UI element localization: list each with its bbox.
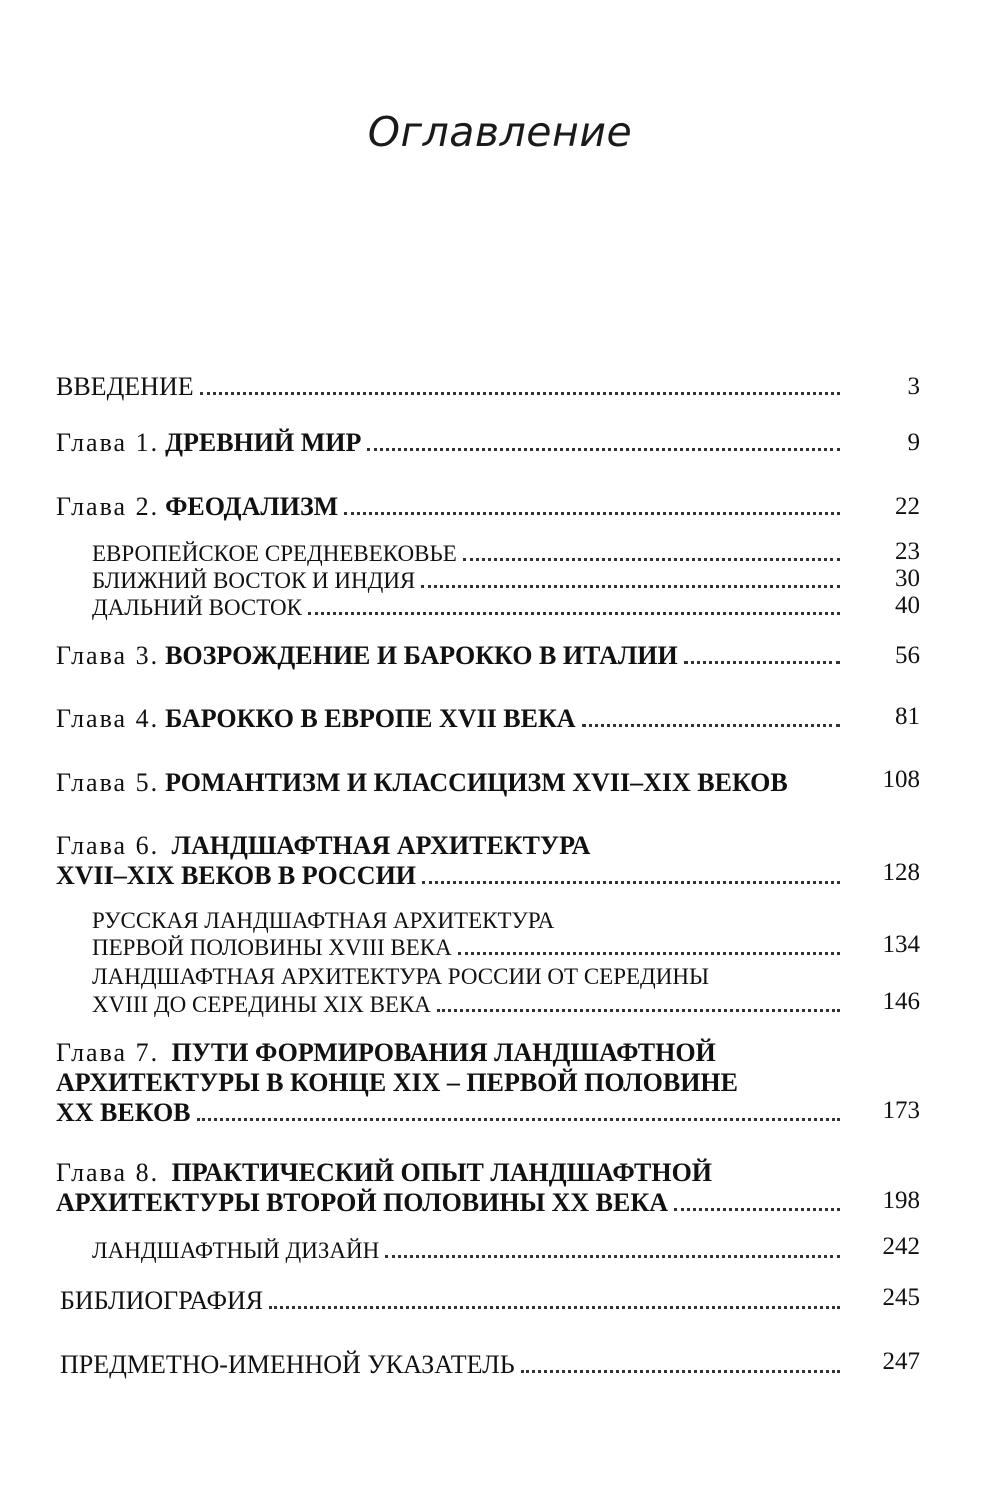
toc-page-number: 81	[895, 703, 920, 730]
toc-label: XVII–XIX ВЕКОВ В РОССИИ	[56, 861, 417, 890]
toc-label: ПЕРВОЙ ПОЛОВИНЫ XVIII ВЕКА	[92, 935, 452, 960]
toc-label: ЛАНДШАФТНЫЙ ДИЗАЙН	[92, 1238, 380, 1263]
toc-label: ФЕОДАЛИЗМ	[165, 492, 339, 521]
toc-entry-section[interactable]	[92, 593, 840, 623]
toc-entry-bibliography[interactable]	[60, 1286, 840, 1316]
toc-entry-index[interactable]	[60, 1350, 840, 1380]
toc-page-number: 245	[882, 1284, 920, 1311]
toc-entry-chapter-2[interactable]	[56, 492, 840, 522]
chapter-prefix: Глава 3.	[56, 641, 160, 670]
toc-entry-section[interactable]	[92, 1236, 840, 1266]
toc-entry-chapter-8-line-2[interactable]	[56, 1188, 840, 1218]
dot-leader	[421, 585, 840, 588]
toc-entry-chapter-8-line-1[interactable]	[56, 1158, 712, 1188]
chapter-prefix: Глава 4.	[56, 704, 160, 733]
toc-page-number: 134	[882, 931, 920, 958]
toc-label: XVIII ДО СЕРЕДИНЫ XIX ВЕКА	[92, 992, 431, 1017]
toc-label: ЛАНДШАФТНАЯ АРХИТЕКТУРА	[171, 831, 591, 860]
toc-entry-section-line-2[interactable]	[92, 933, 840, 963]
chapter-prefix: Глава 5.	[56, 768, 160, 797]
toc-page-number: 30	[895, 565, 920, 592]
toc-entry-chapter-4[interactable]	[56, 704, 840, 734]
dot-leader	[269, 1306, 840, 1309]
page-title: Оглавление	[367, 108, 633, 156]
toc-entry-section-line-1[interactable]	[92, 962, 709, 992]
dot-leader	[367, 448, 840, 451]
toc-entry-chapter-7-line-3[interactable]	[56, 1098, 840, 1128]
toc-page-number: 22	[895, 493, 920, 520]
dot-leader	[582, 724, 840, 727]
chapter-prefix: Глава 1.	[56, 428, 160, 457]
toc-page-number: 108	[882, 766, 920, 793]
dot-leader	[674, 1208, 840, 1211]
dot-leader	[385, 1255, 840, 1258]
dot-leader	[422, 881, 840, 884]
toc-entry-chapter-5[interactable]	[56, 768, 856, 798]
toc-page-number: 40	[895, 592, 920, 619]
toc-entry-section[interactable]	[92, 566, 840, 596]
dot-leader	[197, 1118, 840, 1121]
toc-page-number: 23	[895, 538, 920, 565]
dot-leader	[458, 952, 840, 955]
dot-leader	[308, 612, 840, 615]
toc-entry-chapter-7-line-2[interactable]	[56, 1068, 738, 1098]
toc-label: РУССКАЯ ЛАНДШАФТНАЯ АРХИТЕКТУРА	[92, 908, 555, 933]
toc-entry-section-line-1[interactable]	[92, 906, 554, 936]
toc-label: ПУТИ ФОРМИРОВАНИЯ ЛАНДШАФТНОЙ	[171, 1038, 716, 1067]
toc-entry-chapter-7-line-1[interactable]	[56, 1038, 716, 1068]
toc-entry-chapter-3[interactable]	[56, 641, 840, 671]
toc-label: БЛИЖНИЙ ВОСТОК И ИНДИЯ	[92, 568, 416, 593]
dot-leader	[521, 1370, 840, 1373]
toc-entry-section-line-2[interactable]	[92, 990, 840, 1020]
toc-label: АРХИТЕКТУРЫ В КОНЦЕ XIX – ПЕРВОЙ ПОЛОВИНЕ	[56, 1068, 738, 1097]
toc-label: ЛАНДШАФТНАЯ АРХИТЕКТУРА РОССИИ ОТ СЕРЕДИНЫ	[92, 964, 710, 989]
dot-leader	[200, 392, 840, 395]
toc-page-number: 173	[882, 1097, 920, 1124]
toc-entry-chapter-6-line-2[interactable]	[56, 861, 840, 891]
toc-entry-chapter-6-line-1[interactable]	[56, 831, 590, 861]
toc-entry-chapter-1[interactable]	[56, 428, 840, 458]
toc-label: БАРОККО В ЕВРОПЕ XVII ВЕКА	[165, 704, 576, 733]
toc-page-number: 242	[882, 1233, 920, 1260]
toc-label: ВВЕДЕНИЕ	[56, 372, 194, 401]
dot-leader	[463, 558, 840, 561]
toc-label: ДАЛЬНИЙ ВОСТОК	[92, 595, 302, 620]
toc-page-number: 146	[882, 988, 920, 1015]
dot-leader	[437, 1009, 840, 1012]
toc-entry-section[interactable]	[92, 539, 840, 569]
toc-label: РОМАНТИЗМ И КЛАССИЦИЗМ XVII–XIX ВЕКОВ	[165, 768, 788, 797]
dot-leader	[684, 661, 840, 664]
toc-page-number: 56	[895, 642, 920, 669]
toc-page-number: 247	[882, 1348, 920, 1375]
toc-page-number: 198	[882, 1187, 920, 1214]
toc-label: ВОЗРОЖДЕНИЕ И БАРОККО В ИТАЛИИ	[165, 641, 678, 670]
toc-page-number: 128	[882, 859, 920, 886]
toc-label: ЕВРОПЕЙСКОЕ СРЕДНЕВЕКОВЬЕ	[92, 541, 457, 566]
chapter-prefix: Глава 7.	[56, 1038, 160, 1067]
toc-entry-intro[interactable]	[56, 372, 840, 402]
dot-leader	[344, 512, 840, 515]
toc-label: БИБЛИОГРАФИЯ	[60, 1286, 264, 1315]
toc-page-number: 3	[907, 373, 920, 400]
toc-label: ПРЕДМЕТНО-ИМЕННОЙ УКАЗАТЕЛЬ	[60, 1350, 515, 1379]
chapter-prefix: Глава 8.	[56, 1158, 160, 1187]
toc-label: XX ВЕКОВ	[56, 1098, 191, 1127]
toc-label: ПРАКТИЧЕСКИЙ ОПЫТ ЛАНДШАФТНОЙ	[171, 1158, 713, 1187]
toc-label: АРХИТЕКТУРЫ ВТОРОЙ ПОЛОВИНЫ XX ВЕКА	[56, 1188, 668, 1217]
toc-label: ДРЕВНИЙ МИР	[165, 428, 362, 457]
chapter-prefix: Глава 6.	[56, 831, 160, 860]
toc-page-number: 9	[907, 429, 920, 456]
chapter-prefix: Глава 2.	[56, 492, 160, 521]
